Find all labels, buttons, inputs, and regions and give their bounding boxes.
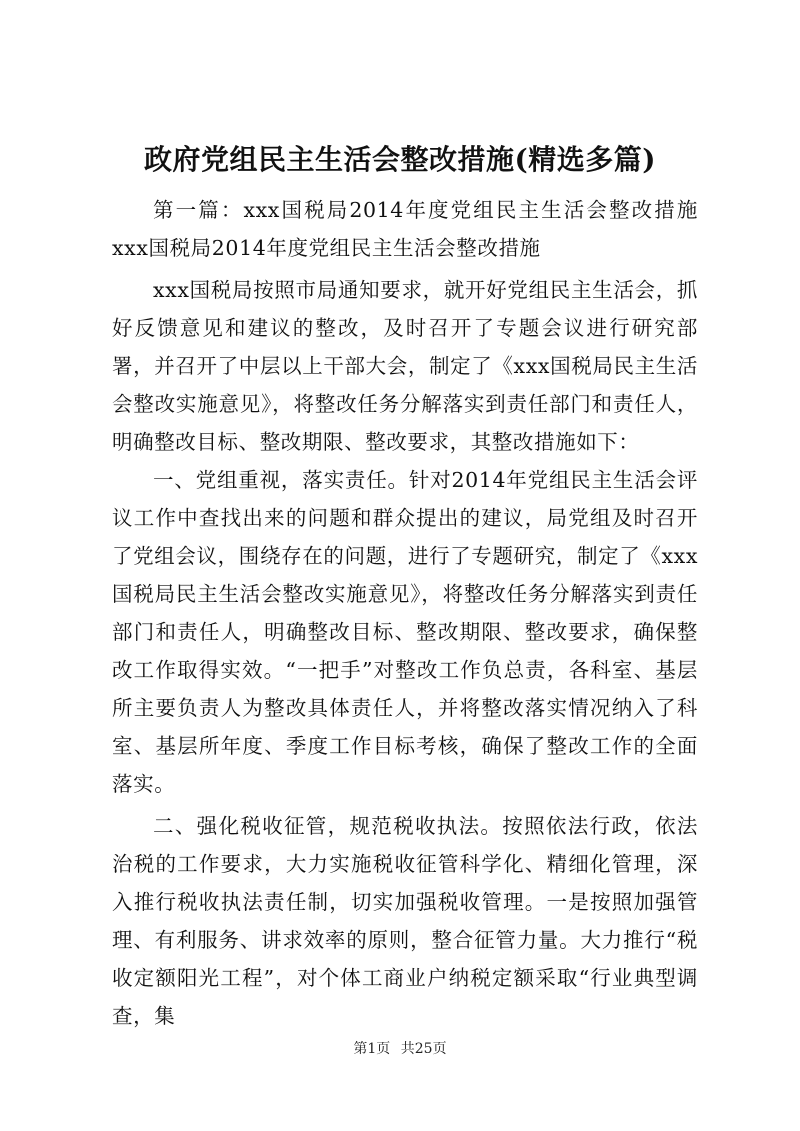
document-title: 政府党组民主生活会整改措施(精选多篇) [144, 143, 656, 176]
paragraph-4: 二、强化税收征管，规范税收执法。按照依法行政，依法治税的工作要求，大力实施税收征管科学化、精细化管理，深入推行税收执法责任制，切实加强税收管理。一是按照加强管理、有利服务、讲求效率的原则，整合征管力量。大力推行“税收定额阳光工程”，对个体工商业户纳税定额采取“行业典型调查，集 [112, 814, 698, 1028]
paragraph-3: 一、党组重视，落实责任。针对2014年党组民主生活会评议工作中查找出来的问题和群众提出的建议，局党组及时召开了党组会议，围绕存在的问题，进行了专题研究，制定了《xxx国税局民主生活会整改实施意见》，将整改任务分解落实到责任部门和责任人，明确整改目标、整改期限、整改要求，确保整改工作取得实效。“一把手”对整改工作负总责，各科室、基层所主要负责人为整改具体责任人，并将整改落实情况纳入了科室、基层所年度、季度工作目标考核，确保了整改工作的全面落实。 [112, 468, 698, 796]
paragraph-1: 第一篇：xxx国税局2014年度党组民主生活会整改措施xxx国税局2014年度党组民主生活会整改措施 [112, 198, 698, 260]
document-body [112, 191, 698, 1035]
page-footer [0, 1039, 800, 1059]
page-number: 第1页 [353, 1041, 391, 1057]
paragraph-2: xxx国税局按照市局通知要求，就开好党组民主生活会，抓好反馈意见和建议的整改，及时召开了专题会议进行研究部署，并召开了中层以上干部大会，制定了《xxx国税局民主生活会整改实施意见》，将整改任务分解落实到责任部门和责任人，明确整改目标、整改期限、整改要求，其整改措施如下： [112, 278, 698, 454]
page-total: 共25页 [400, 1041, 447, 1057]
